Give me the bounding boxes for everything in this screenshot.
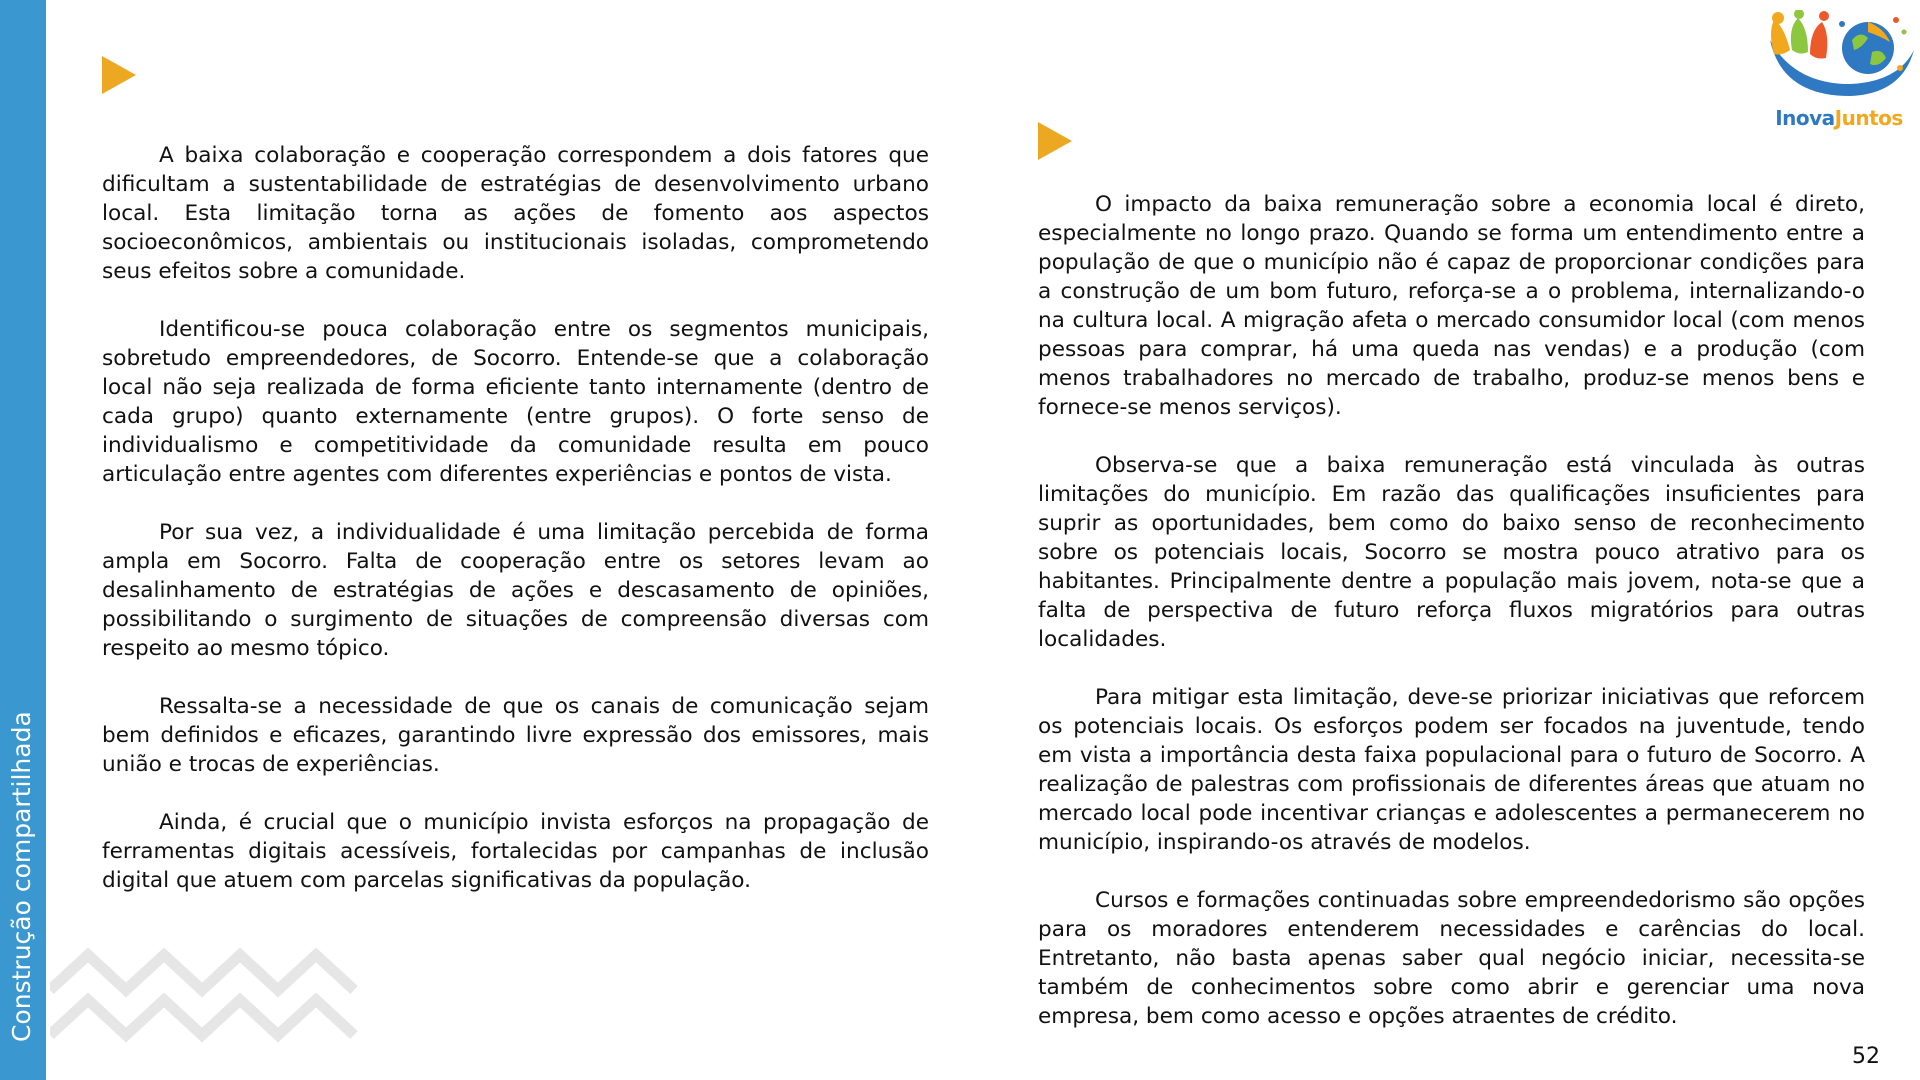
paragraph: Identificou-se pouca colaboração entre os segmentos municipais, sobretudo empreendedores, de Socorro. Entende-se que a colaboração local não seja realizada de forma eficiente tanto internamente (dentro de cada grupo) quanto externamente (entre grupos). O forte senso de individualismo e competitividade da comunidade resulta em pouco articulação entre agentes com diferentes experiências e pontos de vista. bbox=[102, 317, 929, 487]
logo-text-juntos: Juntos bbox=[1834, 106, 1903, 130]
logo-wordmark bbox=[1764, 106, 1914, 130]
paragraph: Observa-se que a baixa remuneração está vinculada às outras limitações do município. Em razão das qualificações insuficientes para suprir as oportunidades, bem como do baixo senso de reconhecimento sobre os potenciais locais, Socorro se mostra pouco atrativo para os habitantes. Principalmente dentre a população mais jovem, nota-se que a falta de perspectiva de futuro reforça fluxos migratórios para outras localidades. bbox=[1038, 453, 1865, 652]
logo-emblem-icon bbox=[1764, 10, 1914, 106]
sidebar-strip bbox=[0, 0, 46, 1080]
right-text-column bbox=[1038, 190, 1865, 1060]
paragraph: Ainda, é crucial que o município invista esforços na propagação de ferramentas digitais acessíveis, fortalecidas por campanhas de inclusão digital que atuem com parcelas significativas da população. bbox=[102, 810, 929, 893]
paragraph: Para mitigar esta limitação, deve-se priorizar iniciativas que reforcem os potenciais locais. Os esforços podem ser focados na juventude, tendo em vista a importância desta faixa populacional para o futuro de Socorro. A realização de palestras com profissionais de diferentes áreas que atuam no mercado local pode incentivar crianças e adolescentes a permanecerem no município, inspirando-os através de modelos. bbox=[1038, 685, 1865, 855]
logo-text-inova: Inova bbox=[1775, 106, 1835, 130]
left-text-column bbox=[102, 141, 929, 924]
play-arrow-icon bbox=[102, 56, 136, 94]
paragraph: O impacto da baixa remuneração sobre a economia local é direto, especialmente no longo prazo. Quando se forma um entendimento entre a população de que o município não é capaz de proporcionar condições para a construção de um bom futuro, reforça-se a o problema, internalizando-o na cultura local. A migração afeta o mercado consumidor local (com menos pessoas para comprar, há uma queda nas vendas) e a produção (com menos trabalhadores no mercado de trabalho, produz-se menos bens e fornece-se menos serviços). bbox=[1038, 192, 1865, 420]
sidebar-section-label: Construção compartilhada bbox=[7, 711, 36, 1042]
inovajuntos-logo bbox=[1764, 10, 1914, 135]
page-number: 52 bbox=[1852, 1044, 1880, 1069]
play-arrow-icon bbox=[1038, 122, 1072, 160]
paragraph: A baixa colaboração e cooperação correspondem a dois fatores que dificultam a sustentabilidade de estratégias de desenvolvimento urbano local. Esta limitação torna as ações de fomento aos aspectos socioeconômicos, ambientais ou institucionais isoladas, comprometendo seus efeitos sobre a comunidade. bbox=[102, 143, 929, 284]
zigzag-decoration bbox=[50, 945, 360, 1045]
paragraph: Ressalta-se a necessidade de que os canais de comunicação sejam bem definidos e eficazes, garantindo livre expressão dos emissores, mais união e trocas de experiências. bbox=[102, 694, 929, 777]
paragraph: Por sua vez, a individualidade é uma limitação percebida de forma ampla em Socorro. Falta de cooperação entre os setores levam ao desalinhamento de estratégias de ações e descasamento de opiniões, possibilitando o surgimento de situações de compreensão diversas com respeito ao mesmo tópico. bbox=[102, 520, 929, 661]
paragraph: Cursos e formações continuadas sobre empreendedorismo são opções para os moradores entenderem necessidades e carências do local. Entretanto, não basta apenas saber qual negócio iniciar, necessita-se também de conhecimentos sobre como abrir e gerenciar uma nova empresa, bem como acesso e opções atraentes de crédito. bbox=[1038, 888, 1865, 1029]
